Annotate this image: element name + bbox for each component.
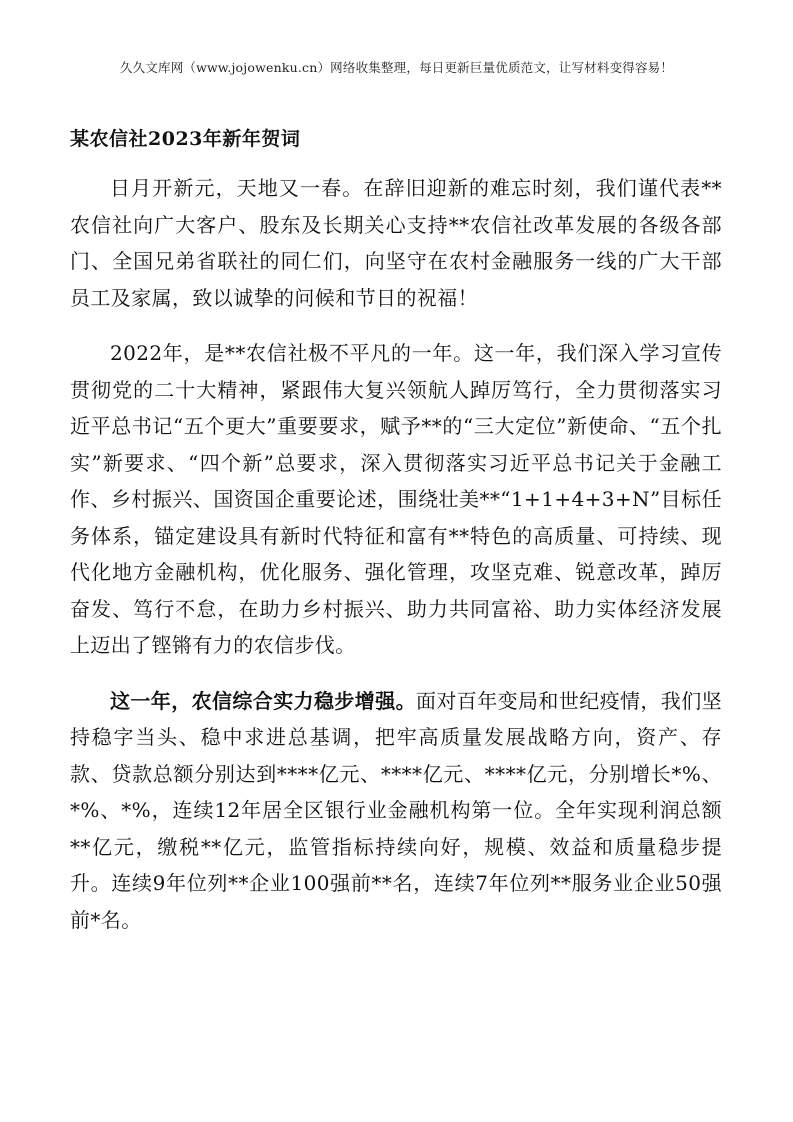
header-note: 久久文库网（www.jojowenku.cn）网络收集整理，每日更新巨量优质范文，让写材料变得容易！ [119,60,674,75]
document-body [70,170,722,957]
document-title: 某农信社2023年新年贺词 [70,128,301,150]
paragraph-1-text: 日月开新元，天地又一春。在辞旧迎新的难忘时刻，我们谨代表**农信社向广大客户、股东及长期关心支持**农信社改革发展的各级各部门、全国兄弟省联社的同仁们，向坚守在农村金融服务一线的广大干部员工及家属，致以诚挚的问候和节日的祝福！ [70,176,722,310]
paragraph-1 [70,170,722,316]
paragraph-3-lead: 这一年，农信综合实力稳步增强。 [110,688,416,713]
paragraph-3-text: 面对百年变局和世纪疫情，我们坚持稳字当头、稳中求进总基调，把牢高质量发展战略方向，资产、存款、贷款总额分别达到****亿元、****亿元、****亿元，分别增长*%、*%、*%，连续12年居全区银行业金融机构第一位。全年实现利润总额**亿元，缴税**亿元，监管指标持续向好，规模、效益和质量稳步提升。连续9年位列**企业100强前**名，连续7年位列**服务业企业50强前*名。 [70,688,722,932]
paragraph-2-text: 2022年，是**农信社极不平凡的一年。这一年，我们深入学习宣传贯彻党的二十大精神，紧跟伟大复兴领航人踔厉笃行，全力贯彻落实习近平总书记“五个更大”重要要求，赋予**的“三大定位”新使命、“五个扎实”新要求、“四个新”总要求，深入贯彻落实习近平总书记关于金融工作、乡村振兴、国资国企重要论述，围绕壮美**“1+1+4+3+N”目标任务体系，锚定建设具有新时代特征和富有**特色的高质量、可持续、现代化地方金融机构，优化服务、强化管理，攻坚克难、锐意改革，踔厉奋发、笃行不怠，在助力乡村振兴、助力共同富裕、助力实体经济发展上迈出了铿锵有力的农信步伐。 [70,341,722,657]
paragraph-2 [70,335,722,664]
paragraph-3 [70,683,722,939]
